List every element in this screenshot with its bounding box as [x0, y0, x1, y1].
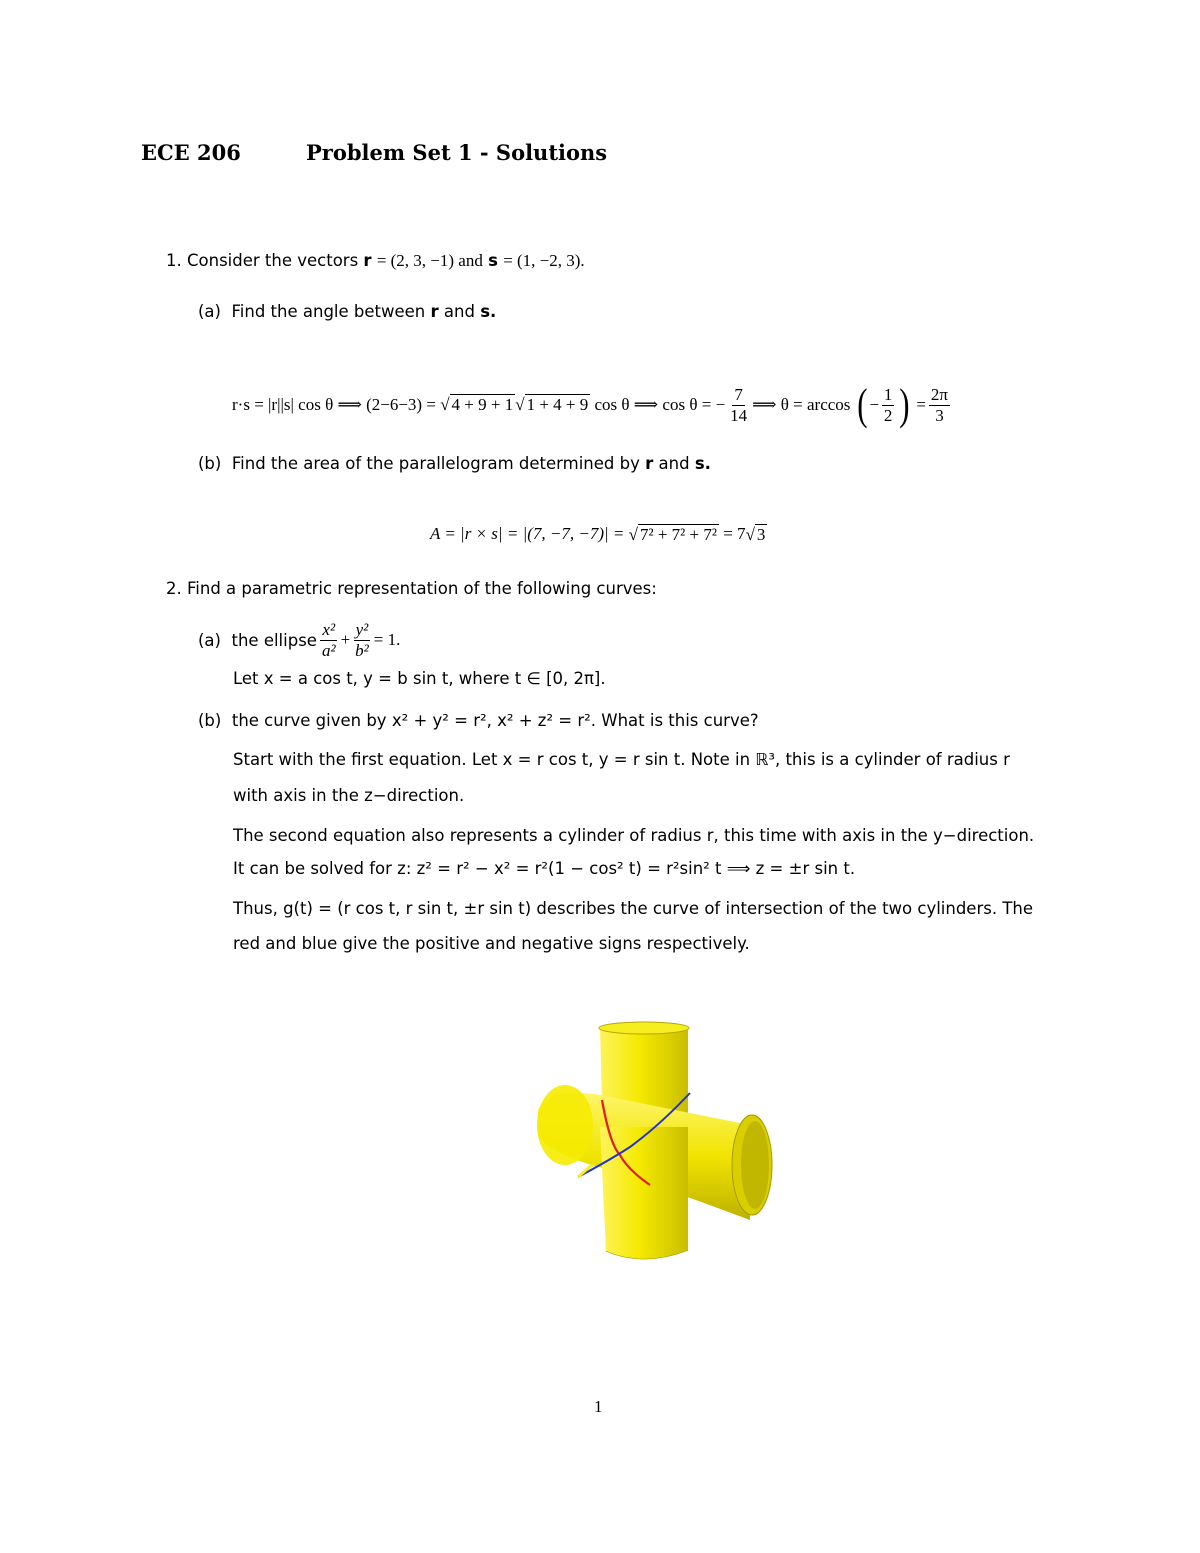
q2b-para1-line1: Start with the first equation. Let x = r cos t, y = r sin t. Note in ℝ³, this is a cylinder of radius r	[233, 750, 1010, 769]
q2b-para1-line2: with axis in the z−direction.	[233, 786, 465, 805]
q2b-para2-line2: It can be solved for z: z² = r² − x² = r²(1 − cos² t) = r²sin² t ⟹ z = ±r sin t.	[233, 859, 856, 878]
q2-number: 2.	[166, 579, 182, 598]
fraction-x2-a2: $\frac{\text{x²}}{\text{a²}}$	[321, 619, 336, 660]
q2b-prompt: (b) the curve given by x² + y² = r², x² + z² = r². What is this curve?	[198, 711, 759, 730]
page-title: Problem Set 1 - Solutions	[306, 140, 608, 165]
course-code: ECE 206	[141, 140, 241, 165]
vector-r: r	[363, 251, 372, 270]
q2-intro: 2. Find a parametric representation of the following curves:	[166, 579, 657, 598]
q2b-para3-line2: red and blue give the positive and negative signs respectively.	[233, 934, 750, 953]
q1a-prompt: (a) Find the angle between r and s.	[198, 302, 497, 321]
sqrt-4: √ 3	[745, 525, 766, 545]
fraction-y2-b2: $\frac{\text{y²}}{\text{b²}}$	[355, 619, 369, 660]
q1-number: 1.	[166, 251, 182, 270]
fraction-1-2: $\frac{1}{2}$	[883, 384, 893, 425]
sqrt-3: √ 7² + 7² + 7²	[628, 525, 717, 545]
q1b-label: (b)	[198, 454, 222, 473]
sqrt-1: √ 4 + 9 + 1	[440, 395, 514, 414]
q1a-label: (a)	[198, 302, 221, 321]
q1b-solution: A = |r × s| = |(7, −7, −7)| = √ 7² + 7² + 7² = 7√ 3	[430, 524, 766, 545]
vertical-cylinder-front	[600, 1127, 688, 1259]
q2b-para3-line1: Thus, g(t) = (r cos t, r sin t, ±r sin t) describes the curve of intersection of the two cylinders. The	[233, 899, 1034, 918]
q1-intro: 1. Consider the vectors r = (2, 3, −1) and s = (1, −2, 3).	[166, 251, 585, 270]
q2a-prompt: (a) the ellipse $\frac{\text{x²}}{\text{a²}}$ + $\frac{\text{y²}}{\text{b²}}$ = 1.	[198, 619, 401, 660]
q1b-prompt: (b) Find the area of the parallelogram determined by r and s.	[198, 454, 711, 473]
cylinders-figure	[520, 1015, 780, 1275]
q2a-solution: Let x = a cos t, y = b sin t, where t ∈ [0, 2π].	[233, 669, 606, 688]
fraction-7-14: $\frac{7}{14}$	[730, 384, 748, 425]
q2a-label: (a)	[198, 630, 221, 650]
q2b-label: (b)	[198, 711, 222, 730]
q1a-solution: r·s = |r||s| cos θ ⟹ (2−6−3) = √ 4 + 9 + 1 √ 1 + 4 + 9 cos θ ⟹ cos θ = − $\frac{7}{14}$ ⟹ θ = arccos ( − $\frac{1}{2}$ ) = $\frac{2\pi}{3}$	[232, 380, 949, 429]
sqrt-2: √ 1 + 4 + 9	[515, 395, 589, 414]
page-number: 1	[594, 1397, 603, 1416]
fraction-2pi-3: $\frac{2\pi}{3}$	[930, 384, 949, 425]
vector-s: s	[488, 251, 498, 270]
q2b-para2-line1: The second equation also represents a cylinder of radius r, this time with axis in the y−direction.	[233, 826, 1035, 845]
